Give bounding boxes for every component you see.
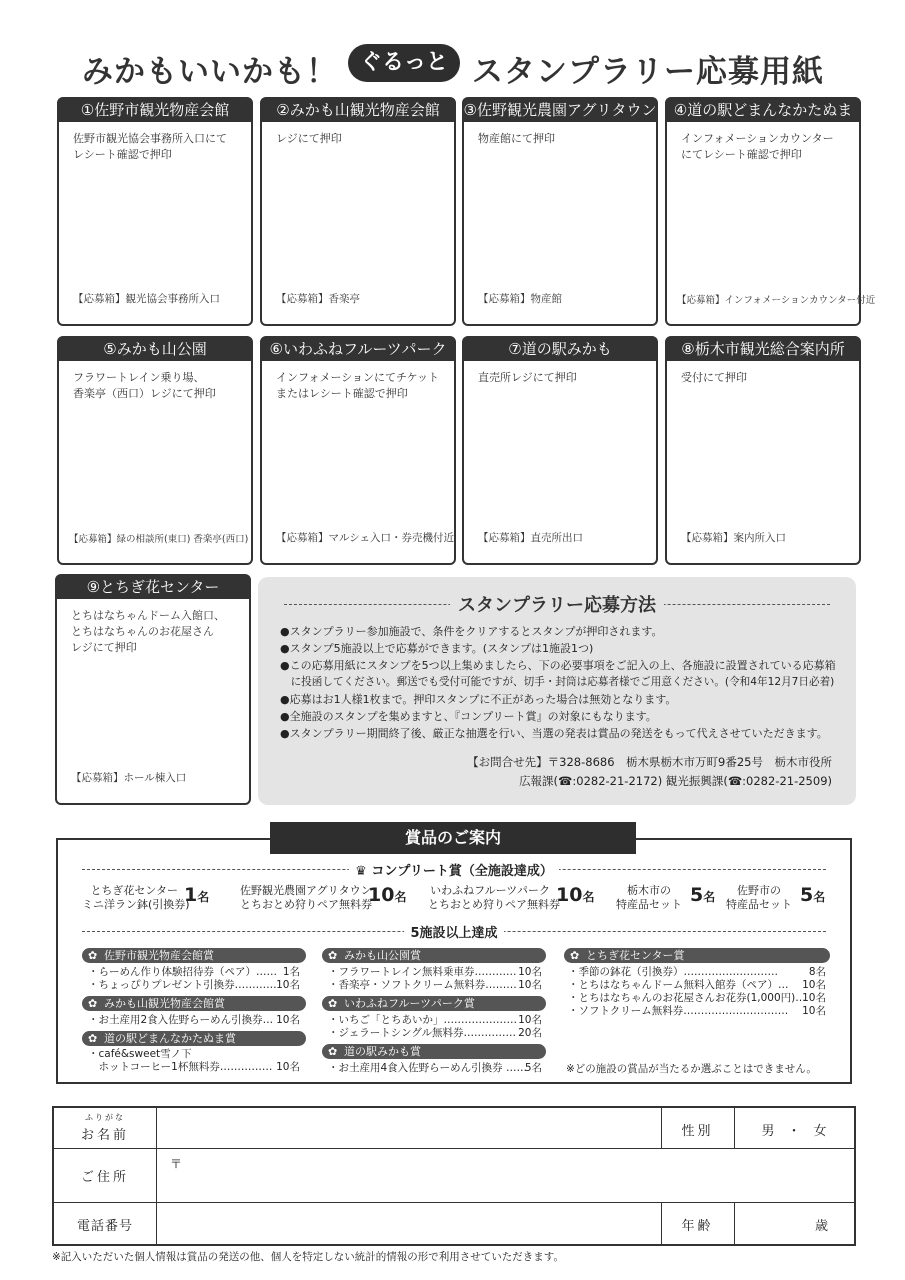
prize-group-header: ✿ 道の駅どまんなかたぬま賞 [82, 1031, 306, 1046]
gender-label: 性別 [681, 1124, 714, 1139]
contact-phones: 広報課(☎:0282-21-2172) 観光振興課(☎:0282-21-2509) [519, 774, 832, 788]
prize-line: ・とちはなちゃんドーム無料入館券（ペア）… 10名 [568, 979, 826, 991]
method-item: ●スタンプ5施設以上で応募ができます。(スタンプは1施設1つ) [280, 642, 594, 655]
prize-section [56, 838, 852, 1084]
prize-line: ・いちご「とちあいか」………………… 10名 [328, 1014, 542, 1026]
method-list [280, 623, 836, 742]
facility-name: ⑦道の駅みかも [463, 337, 657, 361]
prize-group-header: ✿ とちぎ花センター賞 [564, 948, 830, 963]
stamp-box-7 [462, 336, 658, 565]
postal-mark: 〒 [170, 1157, 183, 1171]
entry-box-location: 【応募箱】物産館 [478, 293, 562, 305]
five-facility-title [58, 922, 850, 941]
contact-info [467, 753, 832, 791]
stamp-box-6 [260, 336, 456, 565]
entry-box-location: 【応募箱】緑の相談所(東口) 香楽亭(西口) [69, 534, 249, 545]
prize-group-header: ✿ いわふねフルーツパーク賞 [322, 996, 546, 1011]
prize-group-header: ✿ 佐野市観光物産会館賞 [82, 948, 306, 963]
prize-facility: とちぎ花センター [90, 884, 178, 897]
facility-instructions: 直売所レジにて押印 [478, 371, 577, 384]
facility-name: ⑨とちぎ花センター [56, 575, 250, 599]
prize-line: ・季節の鉢花（引換券）……………………… 8名 [568, 966, 826, 978]
method-title [258, 591, 856, 617]
prize-line: ・ジェラートシングル無料券…………… 20名 [328, 1027, 542, 1039]
prize-facility: 栃木市の [627, 884, 671, 897]
facility-instructions: レジにて押印 [276, 132, 342, 145]
phone-label: 電話番号 [76, 1219, 133, 1234]
complete-prize-title [58, 860, 850, 879]
complete-prize-3 [428, 884, 595, 912]
facility-name: ①佐野市観光物産会館 [58, 98, 252, 122]
name-field[interactable] [158, 1108, 660, 1148]
privacy-footnote: ※記入いただいた個人情報は賞品の発送の他、個人を特定しない統計的情報の形で利用させていただきます。 [52, 1251, 564, 1263]
title-badge: ぐるっと [348, 44, 460, 82]
method-item: に投函してください。郵送でも受付可能ですが、切手・封筒は応募者様でご用意ください。(令和4年12月7日必着) [280, 676, 835, 688]
prize-facility: いわふねフルーツパーク [430, 884, 550, 897]
facility-name: ⑥いわふねフルーツパーク [261, 337, 455, 361]
prize-item: とちおとめ狩りペア無料券 [240, 898, 372, 911]
title-part2: スタンプラリー応募用紙 [472, 54, 824, 90]
prize-line: ・らーめん作り体験招待券（ペア）…… 1名 [88, 966, 300, 978]
prize-item: ミニ洋ラン鉢(引換券) [82, 898, 190, 911]
method-item: ●応募はお1人様1枚まで。押印スタンプに不正があった場合は無効となります。 [280, 693, 677, 706]
prize-line: ・とちはなちゃんのお花屋さんお花券(1,000円)… 10名 [568, 992, 826, 1004]
address-label: ご住所 [80, 1170, 129, 1185]
title-part1: みかもいいかも！ [82, 54, 338, 90]
entry-box-location: 【応募箱】ホール棟入口 [71, 772, 187, 784]
stamp-box-8 [665, 336, 861, 565]
facility-name: ④道の駅どまんなかたぬま [666, 98, 860, 122]
method-title-text: スタンプラリー応募方法 [450, 595, 664, 616]
prize-line: ・café&sweet雪ノ下 [88, 1048, 192, 1060]
facility-instructions: インフォメーションにてチケット またはレシート確認で押印 [276, 371, 440, 400]
method-item: ●スタンプラリー期間終了後、厳正な抽選を行い、当選の発表は賞品の発送をもって代えさせていただきます。 [280, 727, 828, 740]
prize-banner: 賞品のご案内 [270, 822, 636, 854]
prize-item: とちおとめ狩りペア無料券 [428, 898, 560, 911]
facility-name: ③佐野観光農園アグリタウン [463, 98, 657, 122]
prize-facility: 佐野市の [737, 884, 781, 897]
stamp-box-5 [57, 336, 253, 565]
facility-instructions: とちはなちゃんドーム入館口、 とちはなちゃんのお花屋さん レジにて押印 [71, 609, 225, 654]
method-item: ●この応募用紙にスタンプを5つ以上集めましたら、下の必要事項をご記入の上、各施設に設置されている応募箱 [280, 659, 836, 672]
stamp-box-9 [55, 574, 251, 805]
gender-options[interactable]: 男 ・ 女 [761, 1124, 827, 1139]
facility-instructions: 受付にて押印 [681, 371, 747, 384]
prize-line: ・ソフトクリーム無料券………………………… 10名 [568, 1005, 826, 1017]
facility-name: ⑤みかも山公園 [58, 337, 252, 361]
name-label: お名前 [80, 1128, 129, 1143]
complete-prize-2 [240, 884, 407, 912]
prize-group-header: ✿ みかも山公園賞 [322, 948, 546, 963]
stamp-box-4 [665, 97, 876, 326]
complete-prize-1 [82, 884, 210, 912]
entry-box-location: 【応募箱】案内所入口 [681, 532, 786, 544]
page-title [0, 40, 905, 90]
prize-group-header: ✿ 道の駅みかも賞 [322, 1044, 546, 1059]
method-item: ●全施設のスタンプを集めますと、『コンプリート賞』の対象にもなります。 [280, 710, 657, 723]
prize-count: 5名 [800, 884, 826, 906]
entry-box-location: 【応募箱】香楽亭 [276, 293, 360, 305]
complete-prize-5 [724, 884, 826, 912]
prize-line: ・お土産用4食入佐野らーめん引換券 …… 5名 [328, 1062, 542, 1074]
prize-item: 特産品セット [726, 898, 792, 911]
entry-box-location: 【応募箱】直売所出口 [478, 532, 583, 544]
prize-line: ・お土産用2食入佐野らーめん引換券… 10名 [88, 1014, 300, 1026]
facility-name: ②みかも山観光物産会館 [261, 98, 455, 122]
facility-instructions: 佐野市観光協会事務所入口にて レシート確認で押印 [73, 132, 227, 161]
five-facility-title-text: 5施設以上達成 [404, 926, 503, 941]
stamp-box-1 [57, 97, 253, 326]
application-method-panel [258, 577, 856, 805]
prize-line: ・フラワートレイン無料乗車券………… 10名 [328, 966, 542, 978]
age-unit: 歳 [814, 1219, 828, 1234]
prize-count: 10名 [368, 884, 407, 906]
stamp-box-3 [462, 97, 658, 326]
age-field[interactable] [735, 1203, 854, 1244]
facility-instructions: フラワートレイン乗り場、 香楽亭（西口）レジにて押印 [73, 371, 216, 400]
entry-box-location: 【応募箱】観光協会事務所入口 [73, 293, 220, 305]
prize-count: 10名 [556, 884, 595, 906]
prize-count: 1名 [184, 884, 210, 906]
complete-prize-4 [614, 884, 716, 912]
furigana-label: ふりがな [85, 1113, 125, 1122]
complete-prize-title-text: コンプリート賞（全施設達成） [371, 864, 553, 879]
facility-instructions: インフォメーションカウンター にてレシート確認で押印 [681, 132, 834, 161]
method-item: ●スタンプラリー参加施設で、条件をクリアするとスタンプが押印されます。 [280, 625, 663, 638]
prize-line: ・香楽亭・ソフトクリーム無料券……… 10名 [328, 979, 542, 991]
entry-form [52, 1106, 856, 1246]
prize-note: ※どの施設の賞品が当たるか選ぶことはできません。 [566, 1063, 817, 1075]
facility-name: ⑧栃木市観光総合案内所 [666, 337, 860, 361]
prize-facility: 佐野観光農園アグリタウン [240, 884, 372, 897]
age-label: 年齢 [681, 1219, 714, 1234]
prize-line: ・ちょっぴりプレゼント引換券………… 10名 [88, 979, 300, 991]
entry-box-location: 【応募箱】インフォメーションカウンター付近 [677, 295, 876, 306]
crown-icon: ♛ [355, 864, 367, 879]
address-field[interactable] [158, 1149, 854, 1202]
facility-instructions: 物産館にて押印 [478, 132, 555, 145]
stamp-box-2 [260, 97, 456, 326]
prize-item: 特産品セット [616, 898, 682, 911]
prize-group-header: ✿ みかも山観光物産会館賞 [82, 996, 306, 1011]
prize-count: 5名 [690, 884, 716, 906]
phone-field[interactable] [158, 1203, 660, 1244]
entry-box-location: 【応募箱】マルシェ入口・券売機付近 [276, 532, 455, 544]
prize-line: ホットコーヒー1杯無料券…………… 10名 [88, 1061, 300, 1073]
contact-address: 【お問合せ先】〒328-8686 栃木県栃木市万町9番25号 栃木市役所 [467, 755, 832, 769]
